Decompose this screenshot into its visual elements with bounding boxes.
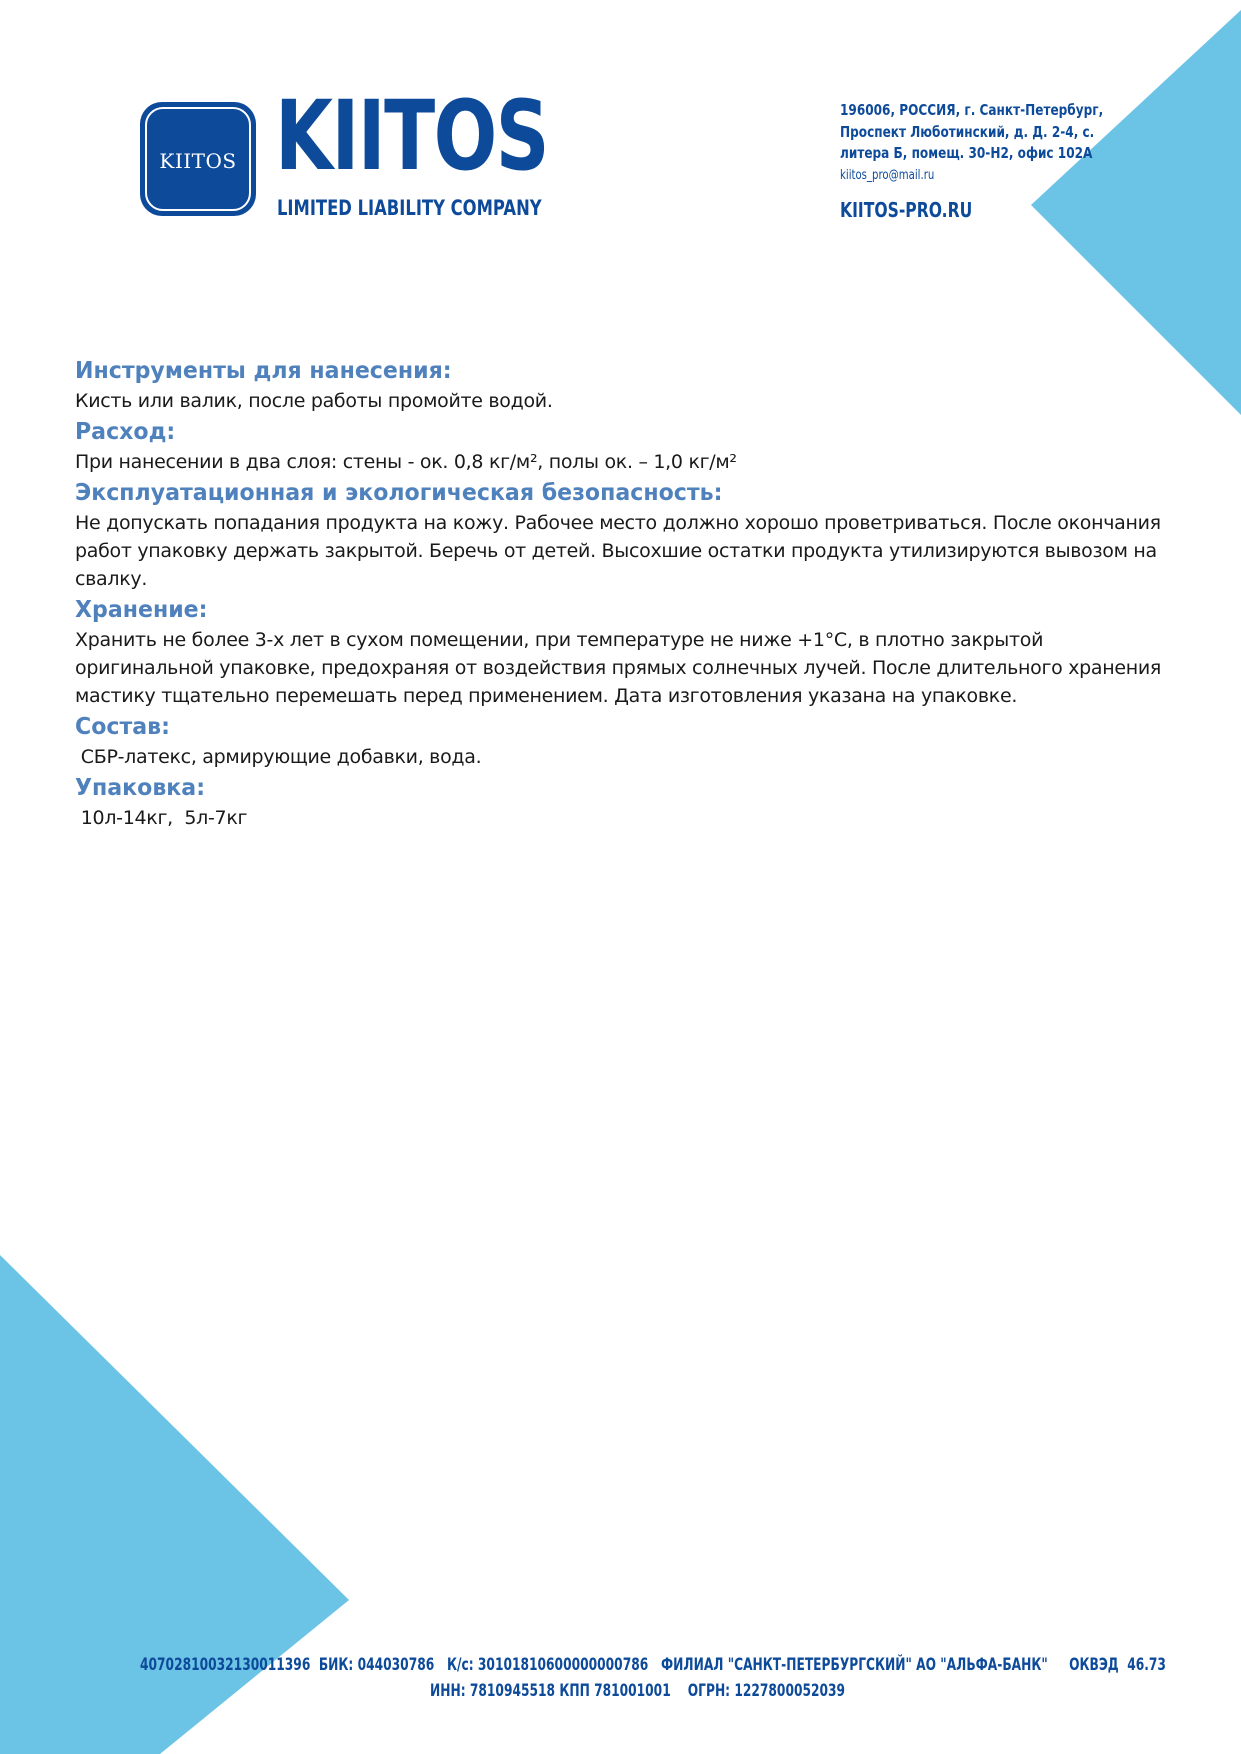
website-link[interactable]: KIITOS-PRO.RU bbox=[840, 198, 973, 222]
logo-badge-text: KIITOS bbox=[159, 149, 237, 173]
section-body: Хранить не более 3-х лет в сухом помещении, при температуре не ниже +1°С, в плотно закрытой оригинальной упаковке, предохраняя от воздействия прямых солнечных лучей. После длительного хранения мастику тщательно перемешать перед применением. Дата изготовления указана на упаковке. bbox=[75, 629, 1162, 707]
section-body: 10л-14кг, 5л-7кг bbox=[75, 807, 248, 829]
footer-registration: ИНН: 7810945518 КПП 781001001 ОГРН: 1227800052039 bbox=[430, 1681, 846, 1701]
section-heading: Упаковка: bbox=[75, 775, 206, 801]
section-heading: Расход: bbox=[75, 419, 176, 445]
section-heading: Хранение: bbox=[75, 597, 208, 623]
section-body: Не допускать попадания продукта на кожу. Рабочее место должно хорошо проветриваться. После окончания работ упаковку держать закрытой. Беречь от детей. Высохшие остатки продукта утилизируются вывозом на свалку. bbox=[75, 512, 1161, 590]
brand-subtitle: LIMITED LIABILITY COMPANY bbox=[277, 196, 542, 220]
section-heading: Эксплуатационная и экологическая безопасность: bbox=[75, 480, 723, 506]
section-safety bbox=[75, 477, 1175, 593]
document-content bbox=[75, 355, 1175, 833]
brand-name: KIITOS bbox=[275, 80, 549, 192]
email-link[interactable]: kiitos_pro@mail.ru bbox=[840, 167, 935, 183]
section-heading: Состав: bbox=[75, 714, 170, 740]
section-tools bbox=[75, 355, 1175, 415]
section-body: Кисть или валик, после работы промойте водой. bbox=[75, 390, 553, 412]
section-packaging bbox=[75, 772, 1175, 832]
section-body: При нанесении в два слоя: стены - ок. 0,8 кг/м², полы ок. – 1,0 кг/м² bbox=[75, 451, 737, 473]
address-line: 196006, РОССИЯ, г. Санкт-Петербург, bbox=[840, 101, 1104, 119]
address-block bbox=[840, 100, 1103, 186]
section-consumption bbox=[75, 416, 1175, 476]
section-storage bbox=[75, 594, 1175, 710]
bottom-left-triangle bbox=[0, 1255, 349, 1754]
section-body: СБР-латекс, армирующие добавки, вода. bbox=[75, 746, 482, 768]
footer-bank-details: 40702810032130011396 БИК: 044030786 К/с: 30101810600000000786 ФИЛИАЛ "САНКТ-ПЕТЕРБУРГСКИЙ" АО "АЛЬФА-БАНК" ОКВЭД 46.73 bbox=[140, 1655, 1166, 1675]
section-composition bbox=[75, 711, 1175, 771]
address-line: литера Б, помещ. 30-Н2, офис 102А bbox=[840, 144, 1093, 162]
logo-badge bbox=[140, 102, 256, 216]
section-heading: Инструменты для нанесения: bbox=[75, 358, 452, 384]
address-line: Проспект Люботинский, д. Д. 2-4, с. bbox=[840, 122, 1095, 141]
